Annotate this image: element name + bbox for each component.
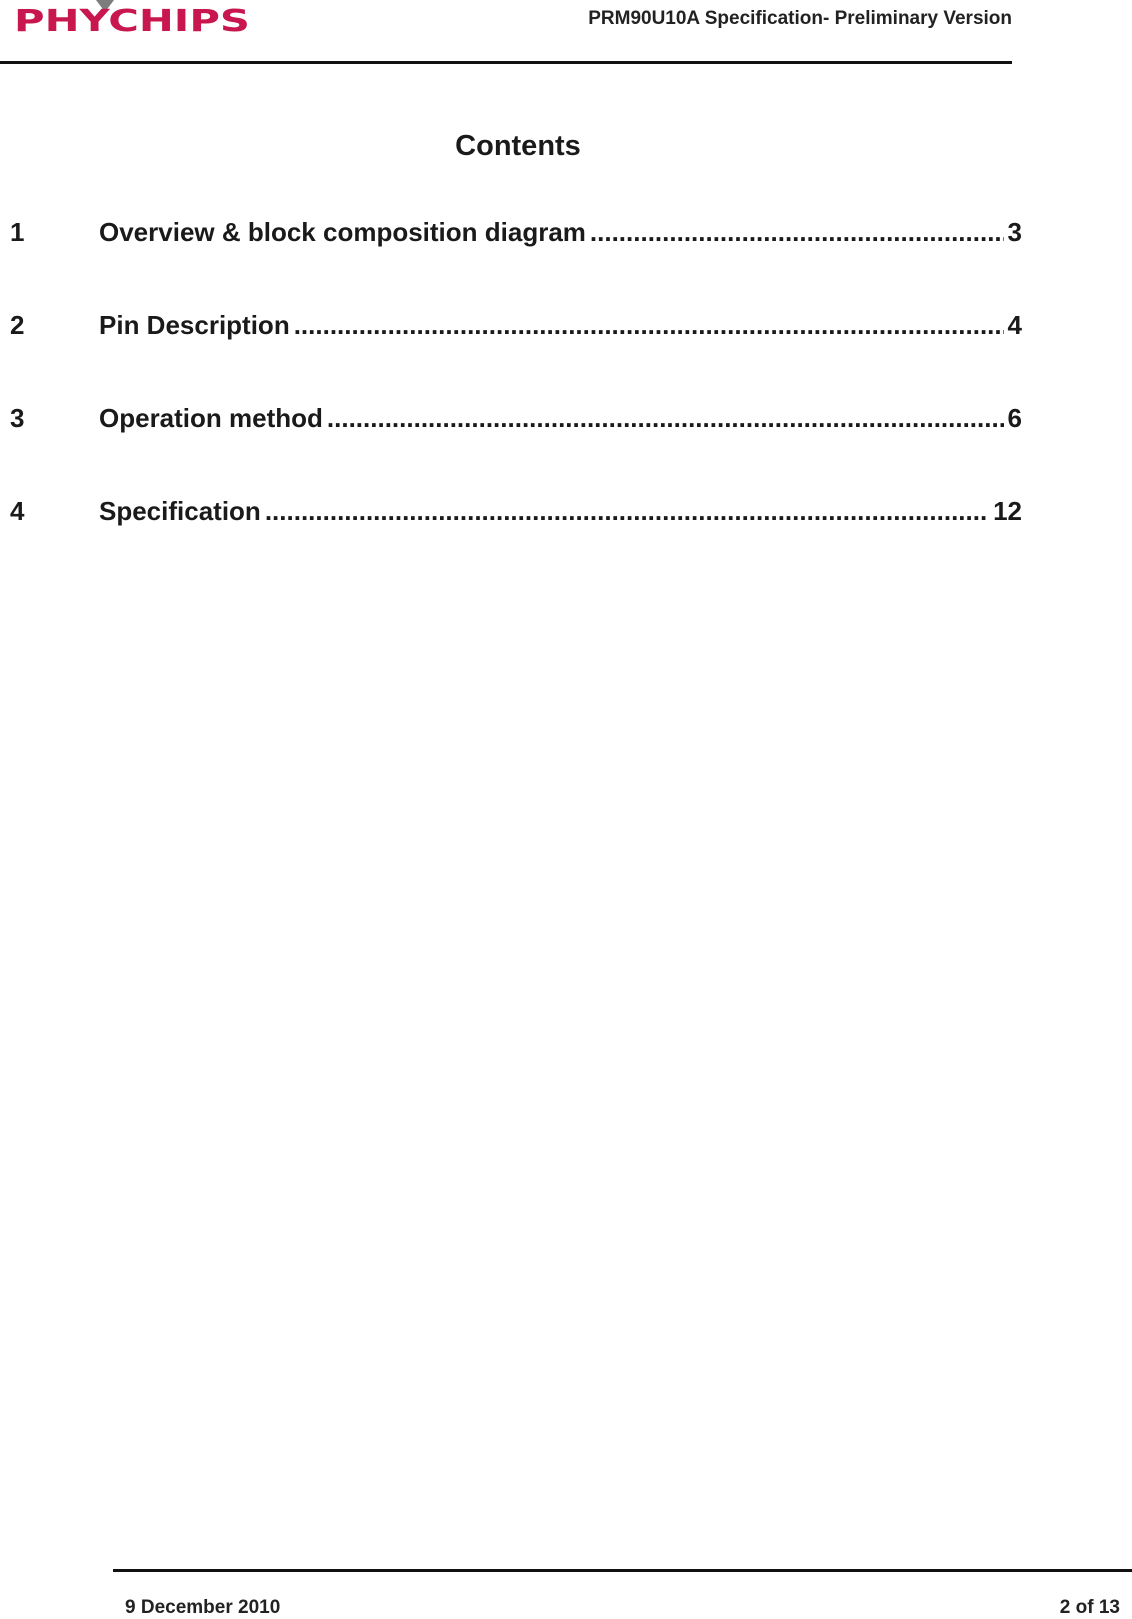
toc-entry-number: 2 bbox=[10, 310, 25, 340]
toc-entry-title: Pin Description bbox=[99, 310, 290, 340]
footer-date: 9 December 2010 bbox=[125, 1597, 281, 1618]
document-title: PRM90U10A Specification- Preliminary Version bbox=[588, 8, 1012, 29]
toc-leader-dots bbox=[327, 398, 1004, 438]
logo-wordmark: PHYCHIPS bbox=[14, 4, 250, 34]
toc-entry-title: Overview & block composition diagram bbox=[99, 217, 586, 247]
toc-entry-specification[interactable] bbox=[10, 491, 1022, 584]
toc-entry-number: 3 bbox=[10, 403, 25, 433]
phychips-logo bbox=[14, 0, 254, 34]
toc-entry-title: Specification bbox=[99, 496, 261, 526]
toc-entry-page: 3 bbox=[1007, 217, 1022, 247]
toc-entry-page: 4 bbox=[1007, 310, 1022, 340]
table-of-contents bbox=[10, 212, 1022, 584]
toc-entry-number: 1 bbox=[10, 217, 25, 247]
toc-entry-overview[interactable] bbox=[10, 212, 1022, 305]
contents-heading: Contents bbox=[455, 130, 581, 162]
toc-entry-page: 6 bbox=[1007, 403, 1022, 433]
footer-page-indicator: 2 of 13 bbox=[1059, 1597, 1120, 1618]
header-divider bbox=[0, 61, 1012, 64]
toc-entry-pin-description[interactable] bbox=[10, 305, 1022, 398]
toc-leader-dots bbox=[590, 212, 1004, 252]
toc-entry-number: 4 bbox=[10, 496, 25, 526]
toc-leader-dots bbox=[294, 305, 1004, 345]
toc-entry-operation-method[interactable] bbox=[10, 398, 1022, 491]
footer-divider bbox=[113, 1569, 1132, 1572]
toc-entry-title: Operation method bbox=[99, 403, 323, 433]
toc-entry-page: 12 bbox=[993, 496, 1022, 526]
toc-leader-dots bbox=[265, 491, 989, 531]
